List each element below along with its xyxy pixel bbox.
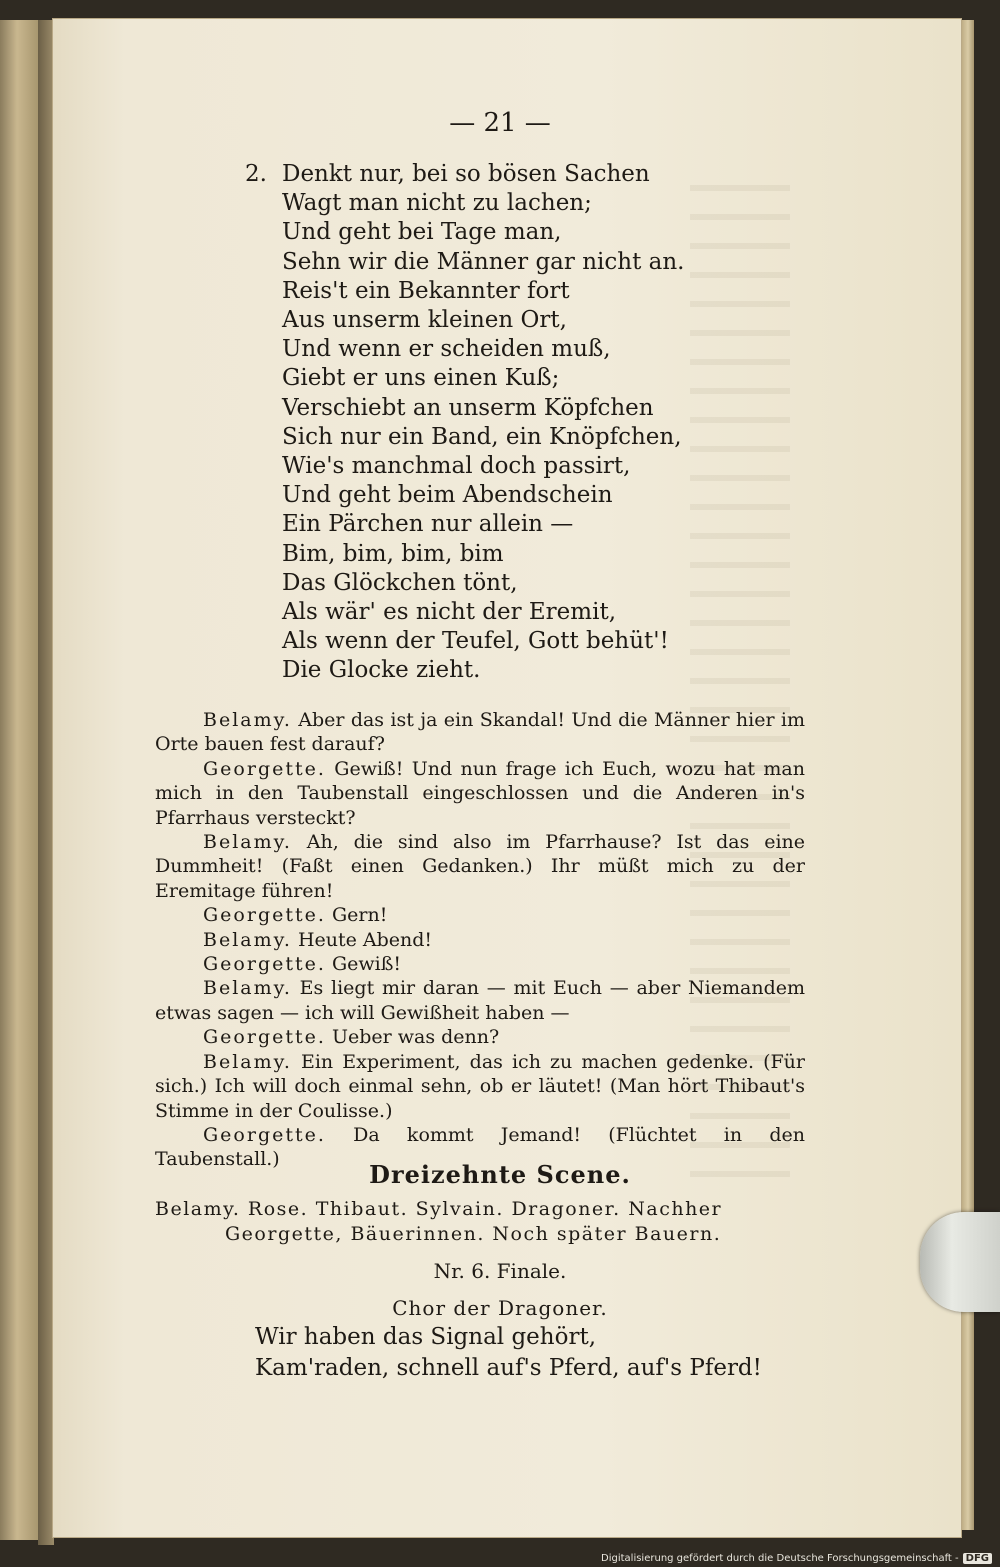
scene-heading: Dreizehnte Scene. <box>369 1160 631 1189</box>
speaker-name: Belamy. <box>203 928 292 951</box>
dialogue-text: Aber das ist ja ein Skandal! Und die Männer hier im Orte bauen fest darauf? <box>155 709 805 756</box>
verse-line: 2. Denkt nur, bei so bösen Sachen <box>245 160 684 189</box>
number-heading: Nr. 6. Finale. <box>433 1259 567 1283</box>
cast-line: Georgette, Bäuerinnen. Noch später Bauern. <box>225 1223 722 1245</box>
song-line: Kam'raden, schnell auf's Pferd, auf's Pferd! <box>255 1355 762 1381</box>
speaker-name: Georgette. <box>203 904 326 927</box>
cast-list <box>155 1197 805 1247</box>
page-number: — 21 — <box>449 108 551 138</box>
verse-line: Das Glöckchen tönt, <box>282 569 518 596</box>
song-block <box>255 1322 762 1384</box>
verse-line: Als wenn der Teufel, Gott behüt'! <box>282 628 669 655</box>
dialogue-entry <box>155 708 805 757</box>
footer-credit: Digitalisierung gefördert durch die Deutsche Forschungsgemeinschaft - <box>601 1553 959 1564</box>
verse-line: Und geht beim Abendschein <box>282 482 613 509</box>
dialogue-text: Ein Experiment, das ich zu machen gedenke. (Für sich.) Ich will doch einmal sehn, ob er läutet! (Man hört Thibaut's Stimme in der Coulisse.) <box>155 1050 805 1122</box>
speaker-name: Belamy. <box>203 1050 292 1073</box>
verse-line: Verschiebt an unserm Köpfchen <box>282 394 654 421</box>
dialogue-text: Ah, die sind also im Pfarrhause? Ist das eine Dummheit! (Faßt einen Gedanken.) Ihr müßt mich zu der Eremitage führen! <box>155 831 806 902</box>
dialogue-entry <box>155 757 805 830</box>
speaker-name: Georgette. <box>203 757 326 780</box>
verse-line: Giebt er uns einen Kuß; <box>282 365 560 392</box>
verse-line: Bim, bim, bim, bim <box>282 540 504 567</box>
verse-line: Die Glocke zieht. <box>282 657 481 684</box>
dialogue-text: Gewiß! Und nun frage ich Euch, wozu hat man mich in den Taubenstall eingeschlossen und die Anderen in's Pfarrhaus versteckt? <box>155 757 805 829</box>
verse-line: Aus unserm kleinen Ort, <box>282 307 567 334</box>
verse-line: Ein Pärchen nur allein — <box>282 511 574 538</box>
dialogue-entry <box>155 976 805 1025</box>
dialogue-text: Gern! <box>331 904 388 927</box>
verse-line: Und geht bei Tage man, <box>282 219 562 246</box>
verse-number: 2. <box>245 161 267 187</box>
page-clip <box>920 1212 1000 1312</box>
song-line: Wir haben das Signal gehört, <box>255 1324 597 1350</box>
speaker-name: Georgette. <box>203 1123 326 1146</box>
speaker-name: Belamy. <box>203 831 292 854</box>
speaker-name: Belamy. <box>203 709 292 731</box>
speaker-name: Georgette. <box>203 1026 326 1049</box>
cast-line: Belamy. Rose. Thibaut. Sylvain. Dragoner. Nachher <box>155 1198 723 1220</box>
dialogue-text: Heute Abend! <box>297 928 433 951</box>
verse-line: Wie's manchmal doch passirt, <box>282 453 631 480</box>
dialogue-entry <box>155 952 805 976</box>
dialogue-entry <box>155 903 805 927</box>
dialogue-block <box>155 708 805 1172</box>
verse-block <box>245 160 684 686</box>
speaker-name: Belamy. <box>203 977 292 1000</box>
dialogue-text: Da kommt Jemand! (Flüchtet in den Taubenstall.) <box>155 1123 805 1171</box>
dialogue-entry <box>155 830 805 903</box>
dialogue-text: Gewiß! <box>331 953 402 976</box>
verse-line: Sich nur ein Band, ein Knöpfchen, <box>282 423 682 450</box>
dialogue-text: Es liegt mir daran — mit Euch — aber Niemandem etwas sagen — ich will Gewißheit haben — <box>155 977 805 1024</box>
verse-line: Reis't ein Bekannter fort <box>282 277 570 304</box>
verse-line: Sehn wir die Männer gar nicht an. <box>282 248 685 275</box>
dfg-logo: DFG <box>963 1553 992 1564</box>
dialogue-entry <box>155 1025 805 1049</box>
speaker-name: Georgette. <box>203 953 326 976</box>
verse-line: Wagt man nicht zu lachen; <box>282 190 592 217</box>
dialogue-entry <box>155 1050 805 1123</box>
dialogue-entry <box>155 928 805 952</box>
dialogue-text: Ueber was denn? <box>331 1026 500 1049</box>
verse-line: Und wenn er scheiden muß, <box>282 336 611 363</box>
verse-line: Als wär' es nicht der Eremit, <box>282 599 617 626</box>
chorus-heading: Chor der Dragoner. <box>392 1296 608 1320</box>
footer <box>601 1553 992 1564</box>
